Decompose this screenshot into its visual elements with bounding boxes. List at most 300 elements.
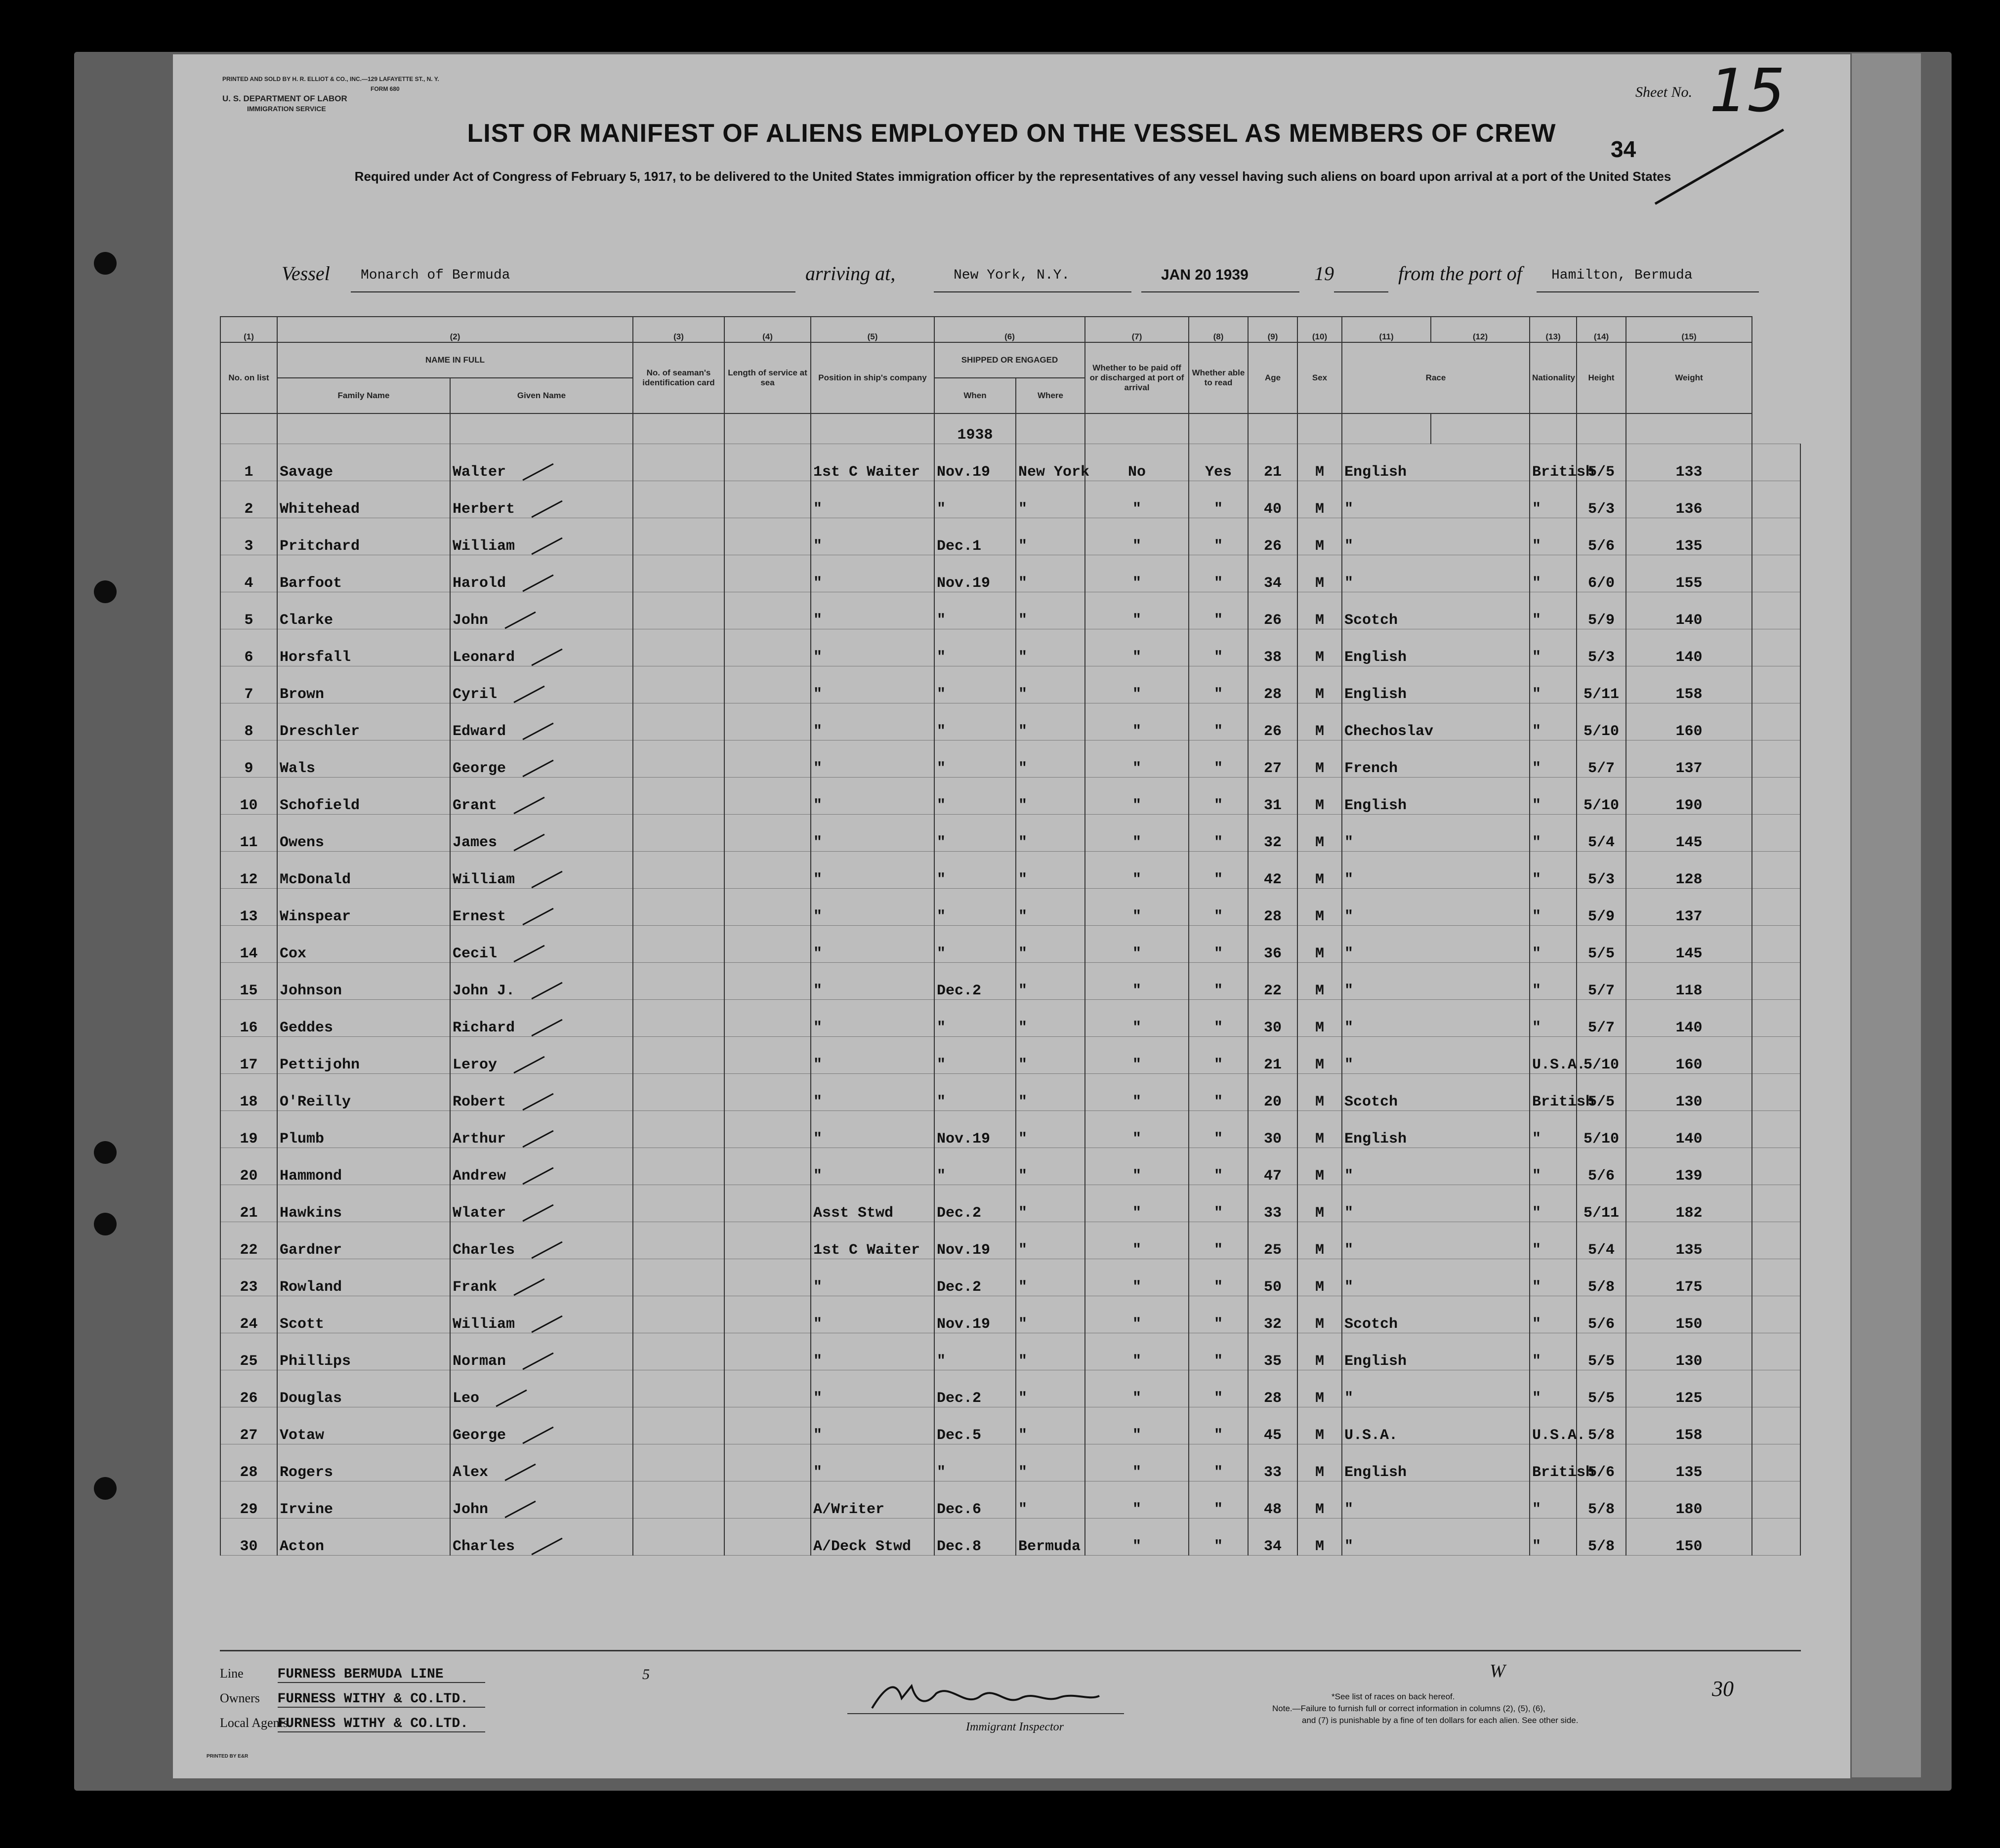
seaman-card-cell — [633, 1296, 724, 1333]
nationality-cell: " — [1530, 963, 1577, 1000]
seaman-card-cell — [633, 926, 724, 963]
shipped-when-cell: Nov.19 — [934, 1222, 1016, 1259]
checkmark-icon — [531, 648, 562, 666]
given-name-text: Richard — [453, 1020, 515, 1036]
race-cell: English — [1342, 1111, 1530, 1148]
header-sex: Sex — [1297, 342, 1342, 413]
age-cell: 32 — [1248, 1296, 1297, 1333]
seaman-card-cell — [633, 778, 724, 815]
sex-cell: M — [1297, 1259, 1342, 1296]
able-to-read-cell: " — [1189, 1444, 1248, 1481]
nationality-cell: " — [1530, 481, 1577, 518]
binder-hole — [94, 1213, 117, 1235]
row-number-cell: 19 — [220, 1111, 277, 1148]
race-cell: English — [1342, 1444, 1530, 1481]
age-cell: 34 — [1248, 555, 1297, 592]
able-to-read-cell: " — [1189, 815, 1248, 852]
weight-cell: 140 — [1626, 629, 1752, 666]
header-family-name: Family Name — [277, 378, 450, 413]
length-of-service-cell — [724, 926, 811, 963]
nationality-cell: " — [1530, 1296, 1577, 1333]
able-to-read-cell: " — [1189, 1519, 1248, 1556]
checkmark-icon — [531, 982, 562, 999]
paid-off-cell: " — [1085, 963, 1189, 1000]
age-cell: 35 — [1248, 1333, 1297, 1370]
shipped-when-cell: " — [934, 629, 1016, 666]
position-cell: " — [811, 889, 934, 926]
weight-cell: 135 — [1626, 1444, 1752, 1481]
sex-cell: M — [1297, 1222, 1342, 1259]
able-to-read-cell: " — [1189, 1111, 1248, 1148]
sex-cell: M — [1297, 778, 1342, 815]
able-to-read-cell: " — [1189, 1148, 1248, 1185]
race-cell: English — [1342, 666, 1530, 703]
family-name-cell: Brown — [277, 666, 450, 703]
checkmark-icon — [504, 1500, 536, 1518]
able-to-read-cell: " — [1189, 778, 1248, 815]
given-name-text: Wlater — [453, 1205, 506, 1222]
fine-note-1: Note.—Failure to furnish full or correct information in columns (2), (5), (6), — [1272, 1704, 1545, 1713]
weight-cell: 180 — [1626, 1481, 1752, 1519]
family-name-cell: Irvine — [277, 1481, 450, 1519]
table-row — [220, 1370, 1800, 1407]
nationality-cell: " — [1530, 1185, 1577, 1222]
row-number-cell: 29 — [220, 1481, 277, 1519]
race-cell: Scotch — [1342, 592, 1530, 629]
seaman-card-cell — [633, 1407, 724, 1444]
nationality-cell: " — [1530, 778, 1577, 815]
position-cell: " — [811, 1111, 934, 1148]
service-label: IMMIGRATION SERVICE — [247, 105, 326, 113]
race-cell: " — [1342, 815, 1530, 852]
seaman-card-cell — [633, 1185, 724, 1222]
race-cell: " — [1342, 852, 1530, 889]
checkmark-icon — [531, 1019, 562, 1036]
family-name-cell: Cox — [277, 926, 450, 963]
printer-line: PRINTED AND SOLD BY H. R. ELLIOT & CO., INC.—129 LAFAYETTE ST., N. Y. — [222, 76, 439, 82]
height-cell: 5/7 — [1577, 1000, 1626, 1037]
table-row — [220, 1259, 1800, 1296]
table-row — [220, 815, 1800, 852]
year-row — [220, 413, 1800, 444]
physical-marks-cell — [1752, 889, 1800, 926]
paid-off-cell: " — [1085, 1481, 1189, 1519]
family-name-cell: O'Reilly — [277, 1074, 450, 1111]
paid-off-cell: " — [1085, 815, 1189, 852]
physical-marks-cell — [1752, 666, 1800, 703]
position-cell: " — [811, 1370, 934, 1407]
seaman-card-cell — [633, 740, 724, 778]
given-name-cell — [450, 629, 633, 666]
race-cell: English — [1342, 778, 1530, 815]
physical-marks-cell — [1752, 1481, 1800, 1519]
shipped-where-cell: " — [1016, 666, 1085, 703]
age-cell: 31 — [1248, 778, 1297, 815]
position-cell: " — [811, 592, 934, 629]
able-to-read-cell: " — [1189, 1222, 1248, 1259]
given-name-cell — [450, 1037, 633, 1074]
paid-off-cell: " — [1085, 1222, 1189, 1259]
row-number-cell: 7 — [220, 666, 277, 703]
table-row — [220, 1222, 1800, 1259]
shipped-when-cell: " — [934, 889, 1016, 926]
nationality-cell: " — [1530, 629, 1577, 666]
physical-marks-cell — [1752, 1111, 1800, 1148]
position-cell: Asst Stwd — [811, 1185, 934, 1222]
table-row — [220, 555, 1800, 592]
row-number-cell: 23 — [220, 1259, 277, 1296]
age-cell: 40 — [1248, 481, 1297, 518]
physical-marks-cell — [1752, 1370, 1800, 1407]
checkmark-icon — [522, 574, 553, 592]
paid-off-cell: " — [1085, 666, 1189, 703]
checkmark-icon — [531, 1315, 562, 1333]
inspector-label: Immigrant Inspector — [966, 1721, 1064, 1733]
position-cell: " — [811, 1259, 934, 1296]
col-num-1: (1) — [220, 317, 277, 342]
binder-hole — [94, 1477, 117, 1500]
able-to-read-cell: " — [1189, 1259, 1248, 1296]
given-name-text: Cyril — [453, 686, 498, 703]
seaman-card-cell — [633, 889, 724, 926]
length-of-service-cell — [724, 703, 811, 740]
shipped-where-cell: " — [1016, 1111, 1085, 1148]
scan-margin-strip — [1852, 53, 1921, 1777]
family-name-cell: Geddes — [277, 1000, 450, 1037]
family-name-cell: Clarke — [277, 592, 450, 629]
length-of-service-cell — [724, 518, 811, 555]
weight-cell: 145 — [1626, 926, 1752, 963]
table-row — [220, 1481, 1800, 1519]
position-cell: " — [811, 703, 934, 740]
given-name-text: Charles — [453, 1242, 515, 1259]
table-row — [220, 518, 1800, 555]
position-cell: " — [811, 778, 934, 815]
sex-cell: M — [1297, 1037, 1342, 1074]
from-port-value: Hamilton, Bermuda — [1551, 268, 1693, 283]
pencil-mark: 5 — [642, 1666, 650, 1683]
checkmark-icon — [522, 759, 553, 777]
able-to-read-cell: " — [1189, 740, 1248, 778]
weight-cell: 130 — [1626, 1333, 1752, 1370]
given-name-text: Ernest — [453, 908, 506, 925]
family-name-cell: Owens — [277, 815, 450, 852]
paid-off-cell: " — [1085, 1407, 1189, 1444]
height-cell: 5/9 — [1577, 889, 1626, 926]
seaman-card-cell — [633, 1148, 724, 1185]
height-cell: 5/8 — [1577, 1481, 1626, 1519]
shipped-when-cell: " — [934, 703, 1016, 740]
row-number-cell: 5 — [220, 592, 277, 629]
checkmark-icon — [522, 1130, 553, 1148]
length-of-service-cell — [724, 481, 811, 518]
binder-hole — [94, 1141, 117, 1164]
sex-cell: M — [1297, 1481, 1342, 1519]
shipped-where-cell: " — [1016, 1037, 1085, 1074]
race-cell: " — [1342, 889, 1530, 926]
length-of-service-cell — [724, 444, 811, 481]
age-cell: 20 — [1248, 1074, 1297, 1111]
physical-marks-cell — [1752, 555, 1800, 592]
shipped-when-cell: " — [934, 1148, 1016, 1185]
weight-cell: 158 — [1626, 1407, 1752, 1444]
race-cell: French — [1342, 740, 1530, 778]
physical-marks-cell — [1752, 815, 1800, 852]
shipped-when-cell: Dec.5 — [934, 1407, 1016, 1444]
sex-cell: M — [1297, 1519, 1342, 1556]
checkmark-icon — [531, 1537, 562, 1555]
paid-off-cell: " — [1085, 1370, 1189, 1407]
shipped-when-cell: Dec.8 — [934, 1519, 1016, 1556]
given-name-cell — [450, 703, 633, 740]
weight-cell: 135 — [1626, 1222, 1752, 1259]
shipped-where-cell: " — [1016, 926, 1085, 963]
family-name-cell: Rowland — [277, 1259, 450, 1296]
height-cell: 5/7 — [1577, 740, 1626, 778]
sex-cell: M — [1297, 1407, 1342, 1444]
given-name-cell — [450, 1148, 633, 1185]
given-name-cell — [450, 1333, 633, 1370]
form-header-block — [222, 74, 439, 114]
physical-marks-cell — [1752, 629, 1800, 666]
given-name-cell — [450, 1519, 633, 1556]
shipped-where-cell: " — [1016, 778, 1085, 815]
given-name-text: Alex — [453, 1464, 489, 1481]
sex-cell: M — [1297, 1074, 1342, 1111]
position-cell: " — [811, 1444, 934, 1481]
seaman-card-cell — [633, 815, 724, 852]
height-cell: 5/4 — [1577, 815, 1626, 852]
height-cell: 5/11 — [1577, 1185, 1626, 1222]
checkmark-icon — [513, 796, 544, 814]
department-label: U. S. DEPARTMENT OF LABOR — [222, 94, 347, 103]
table-row — [220, 1111, 1800, 1148]
weight-cell: 137 — [1626, 889, 1752, 926]
seaman-card-cell — [633, 1333, 724, 1370]
col-num-2: (2) — [277, 317, 633, 342]
row-number-cell: 11 — [220, 815, 277, 852]
inspector-signature — [847, 1679, 1124, 1714]
position-cell: " — [811, 815, 934, 852]
row-number-cell: 2 — [220, 481, 277, 518]
family-name-cell: Pettijohn — [277, 1037, 450, 1074]
paid-off-cell: " — [1085, 1111, 1189, 1148]
able-to-read-cell: " — [1189, 1370, 1248, 1407]
vessel-label: Vessel — [282, 262, 330, 285]
table-row — [220, 963, 1800, 1000]
length-of-service-cell — [724, 1222, 811, 1259]
paid-off-cell: " — [1085, 1259, 1189, 1296]
able-to-read-cell: " — [1189, 1037, 1248, 1074]
header-when: When — [934, 378, 1016, 413]
physical-marks-cell — [1752, 1444, 1800, 1481]
age-cell: 26 — [1248, 518, 1297, 555]
length-of-service-cell — [724, 1000, 811, 1037]
seaman-card-cell — [633, 1519, 724, 1556]
given-name-cell — [450, 1111, 633, 1148]
shipped-when-cell: " — [934, 666, 1016, 703]
length-of-service-cell — [724, 1444, 811, 1481]
length-of-service-cell — [724, 740, 811, 778]
shipped-where-cell: " — [1016, 1481, 1085, 1519]
shipped-when-cell: Nov.19 — [934, 1296, 1016, 1333]
position-cell: " — [811, 481, 934, 518]
family-name-cell: Whitehead — [277, 481, 450, 518]
age-cell: 27 — [1248, 740, 1297, 778]
sex-cell: M — [1297, 1370, 1342, 1407]
family-name-cell: Hammond — [277, 1148, 450, 1185]
arrival-date-stamp: JAN 20 1939 — [1161, 267, 1249, 283]
given-name-cell — [450, 778, 633, 815]
row-number-cell: 14 — [220, 926, 277, 963]
length-of-service-cell — [724, 1111, 811, 1148]
given-name-cell — [450, 444, 633, 481]
length-of-service-cell — [724, 852, 811, 889]
physical-marks-cell — [1752, 1259, 1800, 1296]
nationality-cell: " — [1530, 555, 1577, 592]
given-name-cell — [450, 852, 633, 889]
given-name-text: Robert — [453, 1094, 506, 1110]
nationality-cell: " — [1530, 703, 1577, 740]
paid-off-cell: " — [1085, 518, 1189, 555]
header-paid-off: Whether to be paid off or discharged at port of arrival — [1085, 342, 1189, 413]
given-name-cell — [450, 1259, 633, 1296]
given-name-text: Edward — [453, 723, 506, 740]
family-name-cell: Savage — [277, 444, 450, 481]
age-cell: 32 — [1248, 815, 1297, 852]
able-to-read-cell: " — [1189, 1481, 1248, 1519]
col-num-13: (13) — [1530, 317, 1577, 342]
weight-cell: 140 — [1626, 592, 1752, 629]
paid-off-cell: " — [1085, 1444, 1189, 1481]
shipped-when-cell: " — [934, 592, 1016, 629]
checkmark-icon — [522, 907, 553, 925]
row-number-cell: 12 — [220, 852, 277, 889]
table-row — [220, 1000, 1800, 1037]
seaman-card-cell — [633, 703, 724, 740]
family-name-cell: Winspear — [277, 889, 450, 926]
length-of-service-cell — [724, 889, 811, 926]
line-field — [220, 1666, 485, 1683]
nationality-cell: " — [1530, 1519, 1577, 1556]
able-to-read-cell: " — [1189, 1407, 1248, 1444]
row-number-cell: 9 — [220, 740, 277, 778]
given-name-cell — [450, 518, 633, 555]
sex-cell: M — [1297, 852, 1342, 889]
given-name-cell — [450, 1481, 633, 1519]
table-row — [220, 629, 1800, 666]
given-name-text: James — [453, 834, 498, 851]
shipped-when-cell: " — [934, 740, 1016, 778]
physical-marks-cell — [1752, 1296, 1800, 1333]
manifest-sheet — [173, 54, 1850, 1778]
arriving-port: New York, N.Y. — [954, 268, 1070, 283]
row-number-cell: 8 — [220, 703, 277, 740]
column-number-row — [220, 317, 1800, 342]
paid-off-cell: " — [1085, 852, 1189, 889]
seaman-card-cell — [633, 852, 724, 889]
paid-off-cell: " — [1085, 1185, 1189, 1222]
height-cell: 5/10 — [1577, 1111, 1626, 1148]
weight-cell: 150 — [1626, 1519, 1752, 1556]
row-number-cell: 28 — [220, 1444, 277, 1481]
position-cell: " — [811, 1333, 934, 1370]
height-cell: 5/9 — [1577, 592, 1626, 629]
nationality-cell: " — [1530, 518, 1577, 555]
given-name-text: John — [453, 612, 489, 629]
age-cell: 45 — [1248, 1407, 1297, 1444]
nationality-cell: British — [1530, 444, 1577, 481]
shipped-where-cell: " — [1016, 1259, 1085, 1296]
able-to-read-cell: " — [1189, 703, 1248, 740]
family-name-cell: Scott — [277, 1296, 450, 1333]
table-row — [220, 1185, 1800, 1222]
family-name-cell: Votaw — [277, 1407, 450, 1444]
nationality-cell: " — [1530, 592, 1577, 629]
given-name-cell — [450, 592, 633, 629]
given-name-cell — [450, 1185, 633, 1222]
height-cell: 5/6 — [1577, 1148, 1626, 1185]
weight-cell: 145 — [1626, 815, 1752, 852]
given-name-text: William — [453, 538, 515, 555]
position-cell: " — [811, 666, 934, 703]
height-cell: 5/10 — [1577, 703, 1626, 740]
seaman-card-cell — [633, 1481, 724, 1519]
shipped-when-cell: " — [934, 778, 1016, 815]
col-num-3: (3) — [633, 317, 724, 342]
row-number-cell: 27 — [220, 1407, 277, 1444]
weight-cell: 160 — [1626, 703, 1752, 740]
weight-cell: 133 — [1626, 444, 1752, 481]
shipped-when-cell: " — [934, 1333, 1016, 1370]
length-of-service-cell — [724, 1259, 811, 1296]
nationality-cell: " — [1530, 1481, 1577, 1519]
seaman-card-cell — [633, 1111, 724, 1148]
given-name-text: Frank — [453, 1279, 498, 1296]
row-number-cell: 24 — [220, 1296, 277, 1333]
checkmark-icon — [522, 1167, 553, 1185]
seaman-card-cell — [633, 1000, 724, 1037]
age-cell: 34 — [1248, 1519, 1297, 1556]
given-name-text: William — [453, 871, 515, 888]
height-cell: 5/3 — [1577, 481, 1626, 518]
weight-cell: 118 — [1626, 963, 1752, 1000]
sex-cell: M — [1297, 1296, 1342, 1333]
given-name-text: John — [453, 1501, 489, 1518]
race-note: *See list of races on back hereof. — [1332, 1692, 1455, 1701]
height-cell: 5/5 — [1577, 1333, 1626, 1370]
header-height: Height — [1577, 342, 1626, 413]
shipped-where-cell: " — [1016, 703, 1085, 740]
seaman-card-cell — [633, 444, 724, 481]
age-cell: 47 — [1248, 1148, 1297, 1185]
sex-cell: M — [1297, 963, 1342, 1000]
shipped-where-cell: " — [1016, 481, 1085, 518]
race-cell: " — [1342, 1185, 1530, 1222]
sex-cell: M — [1297, 629, 1342, 666]
given-name-text: Norman — [453, 1353, 506, 1370]
length-of-service-cell — [724, 963, 811, 1000]
age-cell: 30 — [1248, 1111, 1297, 1148]
nationality-cell: " — [1530, 926, 1577, 963]
given-name-cell — [450, 555, 633, 592]
family-name-cell: Wals — [277, 740, 450, 778]
paid-off-cell: " — [1085, 592, 1189, 629]
physical-marks-cell — [1752, 703, 1800, 740]
paid-off-cell: " — [1085, 926, 1189, 963]
shipped-when-cell: " — [934, 1444, 1016, 1481]
seaman-card-cell — [633, 518, 724, 555]
